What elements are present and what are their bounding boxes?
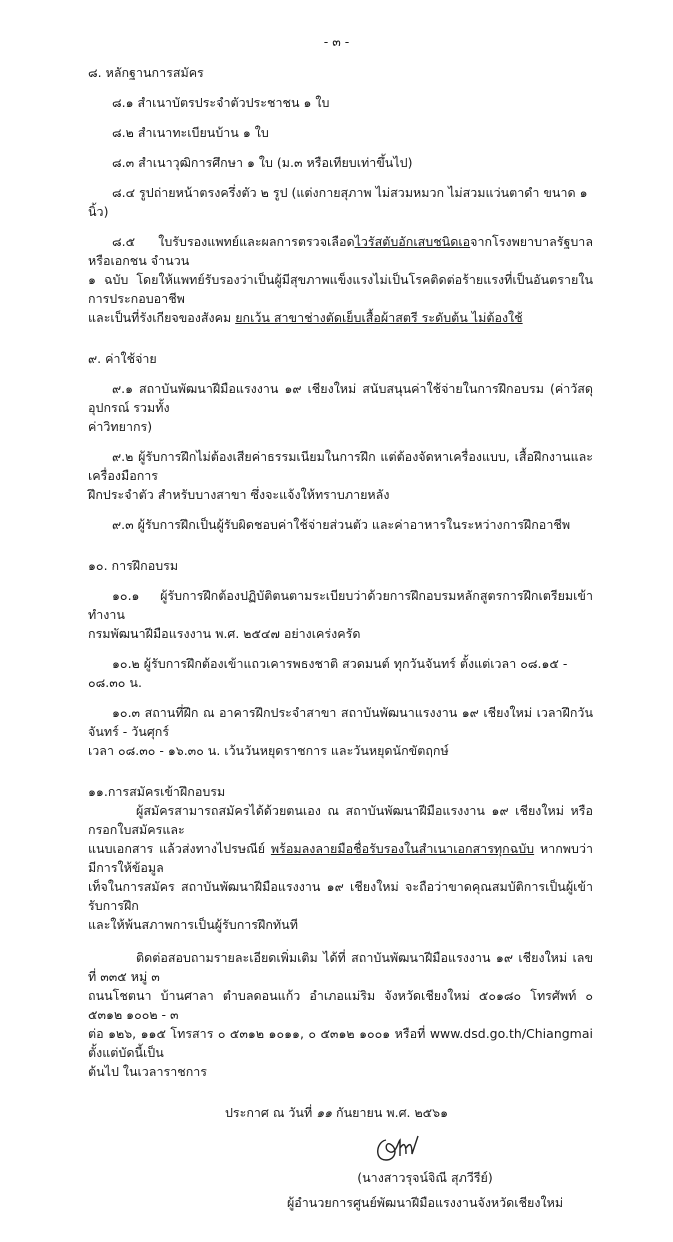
item-10-3: ๑๐.๓ สถานที่ฝึก ณ อาคารฝึกประจำสาขา สถาบันพัฒนาแรงงาน ๑๙ เชียงใหม่ เวลาฝึกวันจันทร์ - วันศุกร์ xyxy=(88,705,593,739)
contact-para: ติดต่อสอบถามรายละเอียดเพิ่มเติม ได้ที่ สถาบันพัฒนาฝีมือแรงงาน ๑๙ เชียงใหม่ เลขที่ ๓๓๕ หมู่ ๓ xyxy=(88,950,593,984)
contact-para-line-2: ถนนโชตนา บ้านศาลา ตำบลดอนแก้ว อำเภอแม่ริม จังหวัดเชียงใหม่ ๕๐๑๘๐ โทรศัพท์ ๐ ๕๓๑๒ ๑๐๐๒ - ๓ xyxy=(88,988,593,1022)
item-8-3: ๘.๓ สำเนาวุฒิการศึกษา ๑ ใบ (ม.๓ หรือเทียบเท่าขึ้นไป) xyxy=(112,155,413,170)
item-8-5-text-cont: จากโรงพยาบาลรัฐบาลหรือเอกชน จำนวน xyxy=(88,234,593,268)
item-8-5 xyxy=(88,232,593,270)
item-8-5-exception: ยกเว้น สาขาช่างตัดเย็บเสื้อผ้าสตรี ระดับต้น ไม่ต้องใช้ xyxy=(235,310,523,325)
item-8-2: ๘.๒ สำเนาทะเบียนบ้าน ๑ ใบ xyxy=(112,125,269,140)
announce-month-year: กันยายน พ.ศ. ๒๕๖๑ xyxy=(332,1105,449,1120)
signatory-position: ผู้อำนวยการศูนย์พัฒนาฝีมือแรงงานจังหวัดเชียงใหม่ xyxy=(286,1195,564,1210)
item-10-3-line-2: เวลา ๐๘.๓๐ - ๑๖.๓๐ น. เว้นวันหยุดราชการ และวันหยุดนักขัตฤกษ์ xyxy=(88,743,449,758)
section-11-para-1-line-2 xyxy=(88,839,593,877)
item-8-4: ๘.๔ รูปถ่ายหน้าตรงครึ่งตัว ๒ รูป (แต่งกายสุภาพ ไม่สวมหมวก ไม่สวมแว่นตาดำ ขนาด ๑ นิ้ว) xyxy=(88,185,588,219)
item-8-5-underlined: ไวรัสตับอักเสบชนิดเอ xyxy=(354,234,471,249)
signatory-name: (นางสาวรุจน์จิณี สุภวีรีย์) xyxy=(357,1170,493,1185)
page-number: - ๓ - xyxy=(323,34,350,49)
section-9-heading: ๙. ค่าใช้จ่าย xyxy=(88,351,157,366)
announcement-date xyxy=(0,1103,673,1122)
signature-area xyxy=(372,1132,593,1168)
section-11-para-1: ผู้สมัครสามารถสมัครได้ด้วยตนเอง ณ สถาบันพัฒนาฝีมือแรงงาน ๑๙ เชียงใหม่ หรือกรอกใบสมัครและ xyxy=(88,803,593,837)
item-9-2-line-2: ฝึกประจำตัว สำหรับบางสาขา ซึ่งจะแจ้งให้ทราบภายหลัง xyxy=(88,487,390,502)
item-9-1-line-2: ค่าวิทยากร) xyxy=(88,419,153,434)
announce-text: ประกาศ ณ วันที่ xyxy=(224,1105,317,1120)
para-text: แนบเอกสาร แล้วส่งทางไปรษณีย์ xyxy=(88,841,271,856)
item-8-5-text: ๘.๕ ใบรับรองแพทย์และผลการตรวจเลือด xyxy=(112,234,355,249)
section-11-heading: ๑๑.การสมัครเข้าฝึกอบรม xyxy=(88,784,226,799)
contact-para-line-3: ต่อ ๑๒๖, ๑๑๕ โทรสาร ๐ ๕๓๑๒ ๑๐๑๑, ๐ ๕๓๑๒ ๑๐๐๑ หรือที่ www.dsd.go.th/Chiangmai ตั้งแต่บัดนี้เป็น xyxy=(88,1026,593,1060)
item-8-5-line-3 xyxy=(88,308,593,327)
item-8-5-line-2: ๑ ฉบับ โดยให้แพทย์รับรองว่าเป็นผู้มีสุขภาพแข็งแรงไม่เป็นโรคติดต่อร้ายแรงที่เป็นอันตรายในการประกอบอาชีพ xyxy=(88,272,593,306)
section-11-para-1-line-3: เท็จในการสมัคร สถาบันพัฒนาฝีมือแรงงาน ๑๙ เชียงใหม่ จะถือว่าขาดคุณสมบัติการเป็นผู้เข้ารับการฝึก xyxy=(88,879,593,913)
signature xyxy=(372,1132,422,1166)
section-11-para-1-line-4: และให้พ้นสภาพการเป็นผู้รับการฝึกทันที xyxy=(88,917,298,932)
item-10-1-line-2: กรมพัฒนาฝีมือแรงงาน พ.ศ. ๒๕๔๗ อย่างเคร่งครัด xyxy=(88,626,361,641)
item-10-2: ๑๐.๒ ผู้รับการฝึกต้องเข้าแถวเคารพธงชาติ สวดมนต์ ทุกวันจันทร์ ตั้งแต่เวลา ๐๘.๑๕ - ๐๘.๓๐ น. xyxy=(88,656,568,690)
contact-para-line-4: ต้นไป ในเวลาราชการ xyxy=(88,1064,207,1079)
item-8-1: ๘.๑ สำเนาบัตรประจำตัวประชาชน ๑ ใบ xyxy=(112,95,330,110)
item-9-2: ๙.๒ ผู้รับการฝึกไม่ต้องเสียค่าธรรมเนียมในการฝึก แต่ต้องจัดหาเครื่องแบบ, เสื้อฝึกงานและเครื่องมือการ xyxy=(88,449,593,483)
announce-day-handwritten: ๑๑ xyxy=(316,1105,333,1120)
section-10-heading: ๑๐. การฝึกอบรม xyxy=(88,558,179,573)
para-text-cont: หากพบว่ามีการให้ข้อมูล xyxy=(88,841,594,875)
item-9-1: ๙.๑ สถาบันพัฒนาฝีมือแรงงาน ๑๙ เชียงใหม่ สนับสนุนค่าใช้จ่ายในการฝึกอบรม (ค่าวัสดุ อุปกรณ์ รวมทั้ง xyxy=(88,381,593,415)
para-underlined: พร้อมลงลายมือชื่อรับรองในสำเนาเอกสารทุกฉบับ xyxy=(270,841,535,856)
item-9-3: ๙.๓ ผู้รับการฝึกเป็นผู้รับผิดชอบค่าใช้จ่ายส่วนตัว และค่าอาหารในระหว่างการฝึกอาชีพ xyxy=(112,517,571,532)
section-8-heading: ๘. หลักฐานการสมัคร xyxy=(88,65,204,80)
document-page xyxy=(88,0,593,1242)
item-8-5-line-3-text: และเป็นที่รังเกียจของสังคม xyxy=(88,310,236,325)
item-10-1: ๑๐.๑ ผู้รับการฝึกต้องปฏิบัติตนตามระเบียบว่าด้วยการฝึกอบรมหลักสูตรการฝึกเตรียมเข้าทำงาน xyxy=(88,588,593,622)
